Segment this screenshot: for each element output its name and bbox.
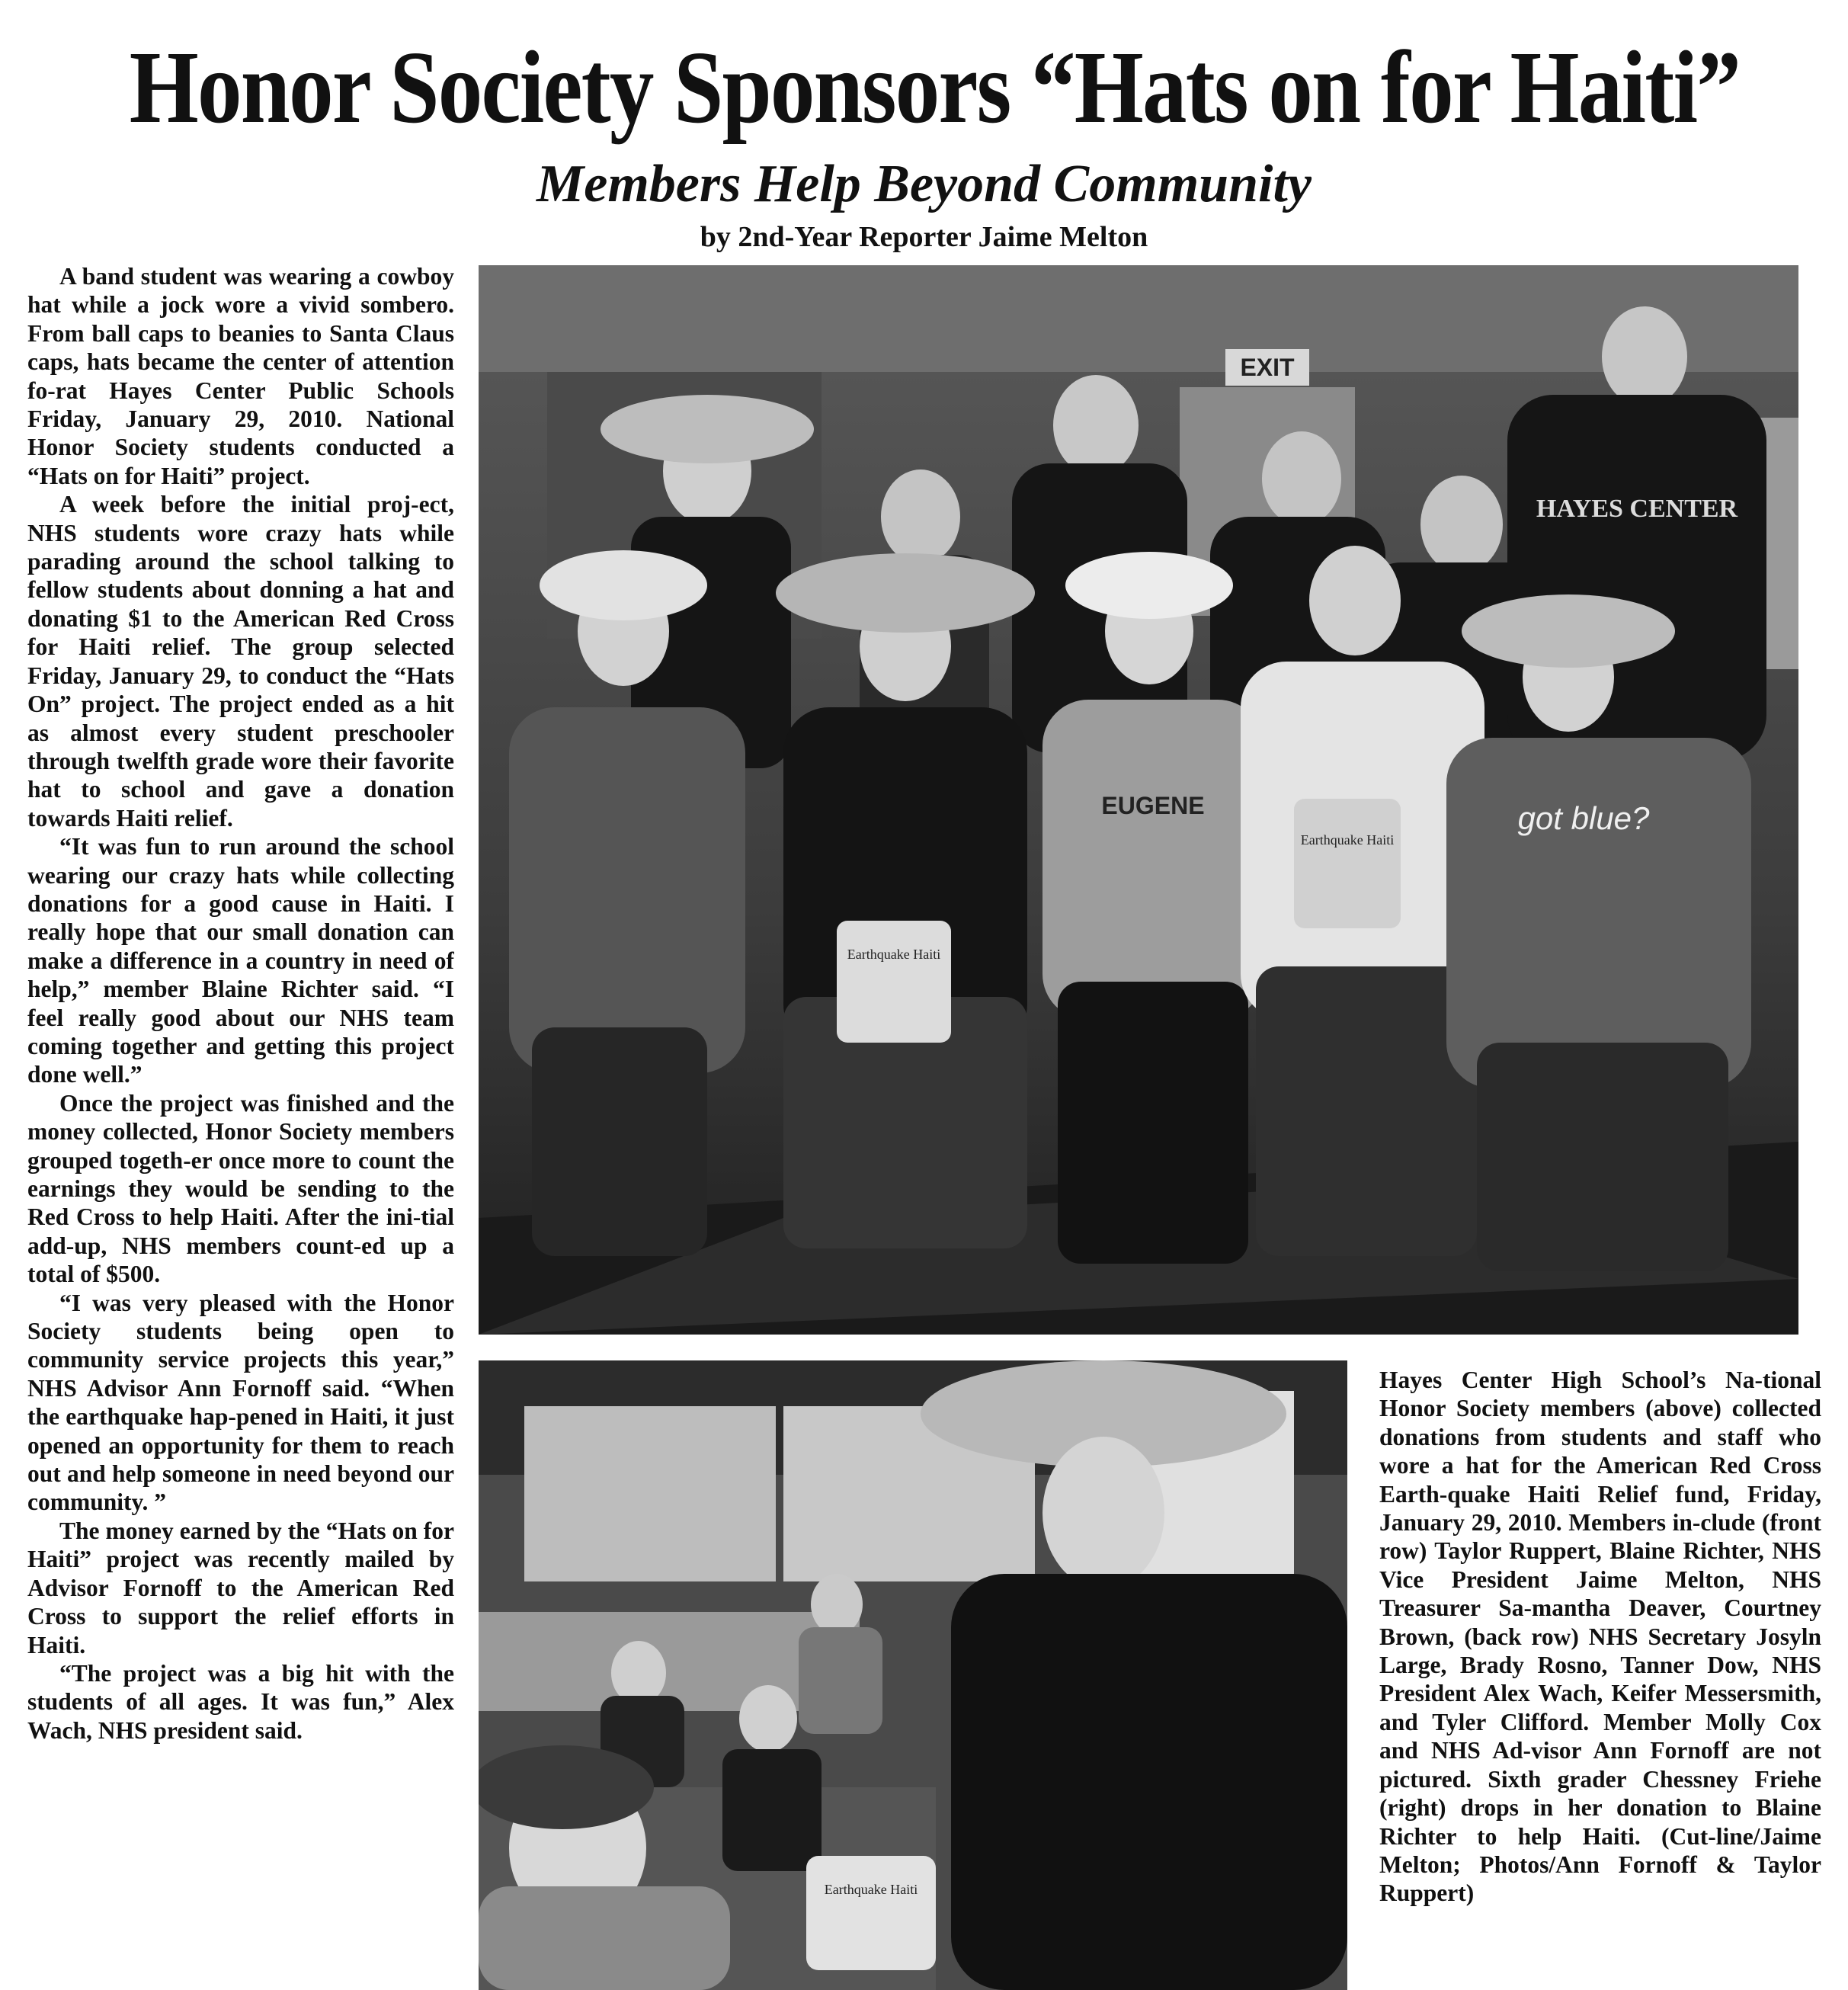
donation-can-label: Earthquake Haiti [824,1882,918,1897]
shirt-text: got blue? [1517,800,1650,836]
headline: Honor Society Sponsors “Hats on for Haiti” [129,30,1741,145]
tee-text: EUGENE [1101,792,1205,819]
paragraph: “The project was a big hit with the students of all ages. It was fun,” Alex Wach, NHS president said. [27,1659,454,1744]
hoodie-text: HAYES CENTER [1536,495,1738,523]
paragraph: A band student was wearing a cowboy hat while a jock wore a vivid sombero. From ball caps to beanies to Santa Claus caps, hats became the center of attention fo-rat Hayes Center Public Schools Friday, January 29, 2010. National Honor Society students conducted a “Hats on for Haiti” project. [27,263,454,489]
paragraph: “I was very pleased with the Honor Society students being open to community service projects this year,” NHS Advisor Ann Fornoff said. “When the earthquake hap-pened in Haiti, it just opened an opportunity for them to reach out and help someone in need beyond our community. ” [27,1289,454,1516]
group-photo [479,265,1798,1335]
article-body [27,262,454,1977]
donation-can-label: Earthquake Haiti [1300,832,1395,848]
paragraph: “It was fun to run around the school wearing our crazy hats while collecting donations for a good cause in Haiti. I really hope that our small donation can make a difference in a country in need of help,” member Blaine Richter said. “I feel really good about our NHS team coming together and getting this project done well.” [27,833,454,1088]
caption-text: Hayes Center High School’s Na-tional Honor Society members (above) collected donations from students and staff who wore a hat for the American Red Cross Earth-quake Haiti Relief fund, Friday, January 29, 2010. Members in-clude (front row) Taylor Ruppert, Blaine Richter, NHS Vice President Jaime Melton, NHS Treasurer Sa-mantha Deaver, Courtney Brown, (back row) NHS Secretary Josyln Large, Brady Rosno, Tanner Dow, NHS President Alex Wach, Keifer Messersmith, and Tyler Clifford. Member Molly Cox and NHS Ad-visor Ann Fornoff are not pictured. Sixth grader Chessney Friehe (right) drops in her donation to Blaine Richter to help Haiti. (Cut-line/Jaime Melton; Photos/Ann Fornoff & Taylor Ruppert) [1379,1367,1821,1907]
paragraph: The money earned by the “Hats on for Haiti” project was recently mailed by Advisor Fornoff to the American Red Cross to support the relief efforts in Haiti. [27,1517,454,1658]
donation-photo [479,1360,1347,1990]
paragraph: Once the project was finished and the money collected, Honor Society members grouped togeth-er once more to count the earnings they would be sending to the Red Cross to help Haiti. After the ini-tial add-up, NHS members count-ed up a total of $500. [27,1089,454,1288]
photo-caption [1379,1366,1821,1976]
subheadline: Members Help Beyond Community [536,155,1312,213]
paragraph: A week before the initial proj-ect, NHS students wore crazy hats while parading around the school talking to fellow students about donning a hat and donating $1 to the American Red Cross for Haiti relief. The group selected Friday, January 29, to conduct the “Hats On” project. The project ended as a hit as almost every student preschooler through twelfth grade wore their favorite hat to school and gave a donation towards Haiti relief. [27,491,454,832]
byline: by 2nd-Year Reporter Jaime Melton [700,221,1148,253]
exit-sign: EXIT [1240,354,1295,381]
donation-can-label: Earthquake Haiti [847,947,941,962]
